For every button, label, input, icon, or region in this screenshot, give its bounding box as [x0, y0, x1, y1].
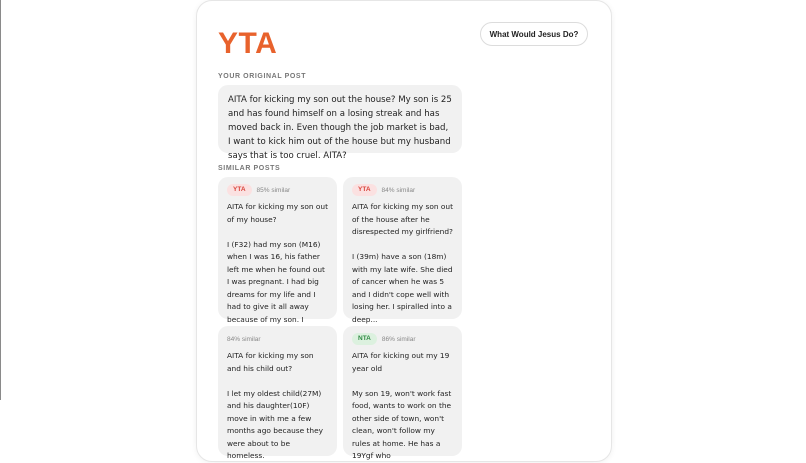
verdict-badge-nta: NTA — [352, 333, 377, 345]
similar-post-title: AITA for kicking my son out of my house? — [227, 202, 328, 224]
similar-post-card-2[interactable] — [343, 177, 462, 324]
similar-post-header — [352, 184, 453, 196]
similar-post-header — [227, 184, 328, 196]
similar-post-excerpt: I (F32) had my son (M16) when I was 16, his father left me when he found out I was pregnant. I had big dreams for my life and I had to give it all away because of my son. I — [227, 239, 325, 324]
similar-posts-label: SIMILAR POSTS — [218, 165, 281, 172]
similar-post-title: AITA for kicking my son out of the house after he disrespected my girlfriend? — [352, 202, 453, 236]
similar-post-title: AITA for kicking out my 19 year old — [352, 351, 450, 373]
original-post-text: AITA for kicking my son out the house? My son is 25 and has found himself on a losing streak and has moved back in. Even though the job market is bad, I want to kick him out of the house but my husband says that is too cruel. AITA? — [218, 85, 462, 153]
similar-post-excerpt: My son 19, won't work fast food, wants to work on the other side of town, won't clean, won't follow my rules at home. He has a 19Ygf who — [352, 388, 452, 460]
what-would-jesus-do-button[interactable]: What Would Jesus Do? — [480, 22, 588, 46]
similarity-score: 86% similar — [381, 335, 416, 343]
similar-post-title: AITA for kicking my son and his child out? — [227, 351, 314, 373]
similar-post-card-4[interactable] — [343, 326, 462, 460]
similarity-score: 85% similar — [256, 186, 291, 194]
similar-post-excerpt: I (39m) have a son (18m) with my late wife. She died of cancer when he was 5 and I didn't cope well with losing her. I spiralled into a deep... — [352, 252, 453, 324]
original-post-label: YOUR ORIGINAL POST — [218, 73, 307, 80]
window-edge-line — [0, 0, 1, 400]
verdict-badge-yta: YTA — [352, 184, 377, 196]
similar-post-card-1[interactable] — [218, 177, 337, 324]
similarity-score: 84% similar — [381, 186, 416, 194]
similar-post-card-3[interactable] — [218, 326, 337, 460]
similarity-score: 84% similar — [227, 335, 261, 343]
similar-post-header — [227, 333, 328, 345]
verdict-heading: YTA — [218, 27, 278, 60]
verdict-badge-yta: YTA — [227, 184, 252, 196]
similar-post-excerpt: I let my oldest child(27M) and his daughter(10F) move in with me a few months ago because they were about to be homeless. — [227, 388, 324, 460]
similar-post-header — [352, 333, 453, 345]
